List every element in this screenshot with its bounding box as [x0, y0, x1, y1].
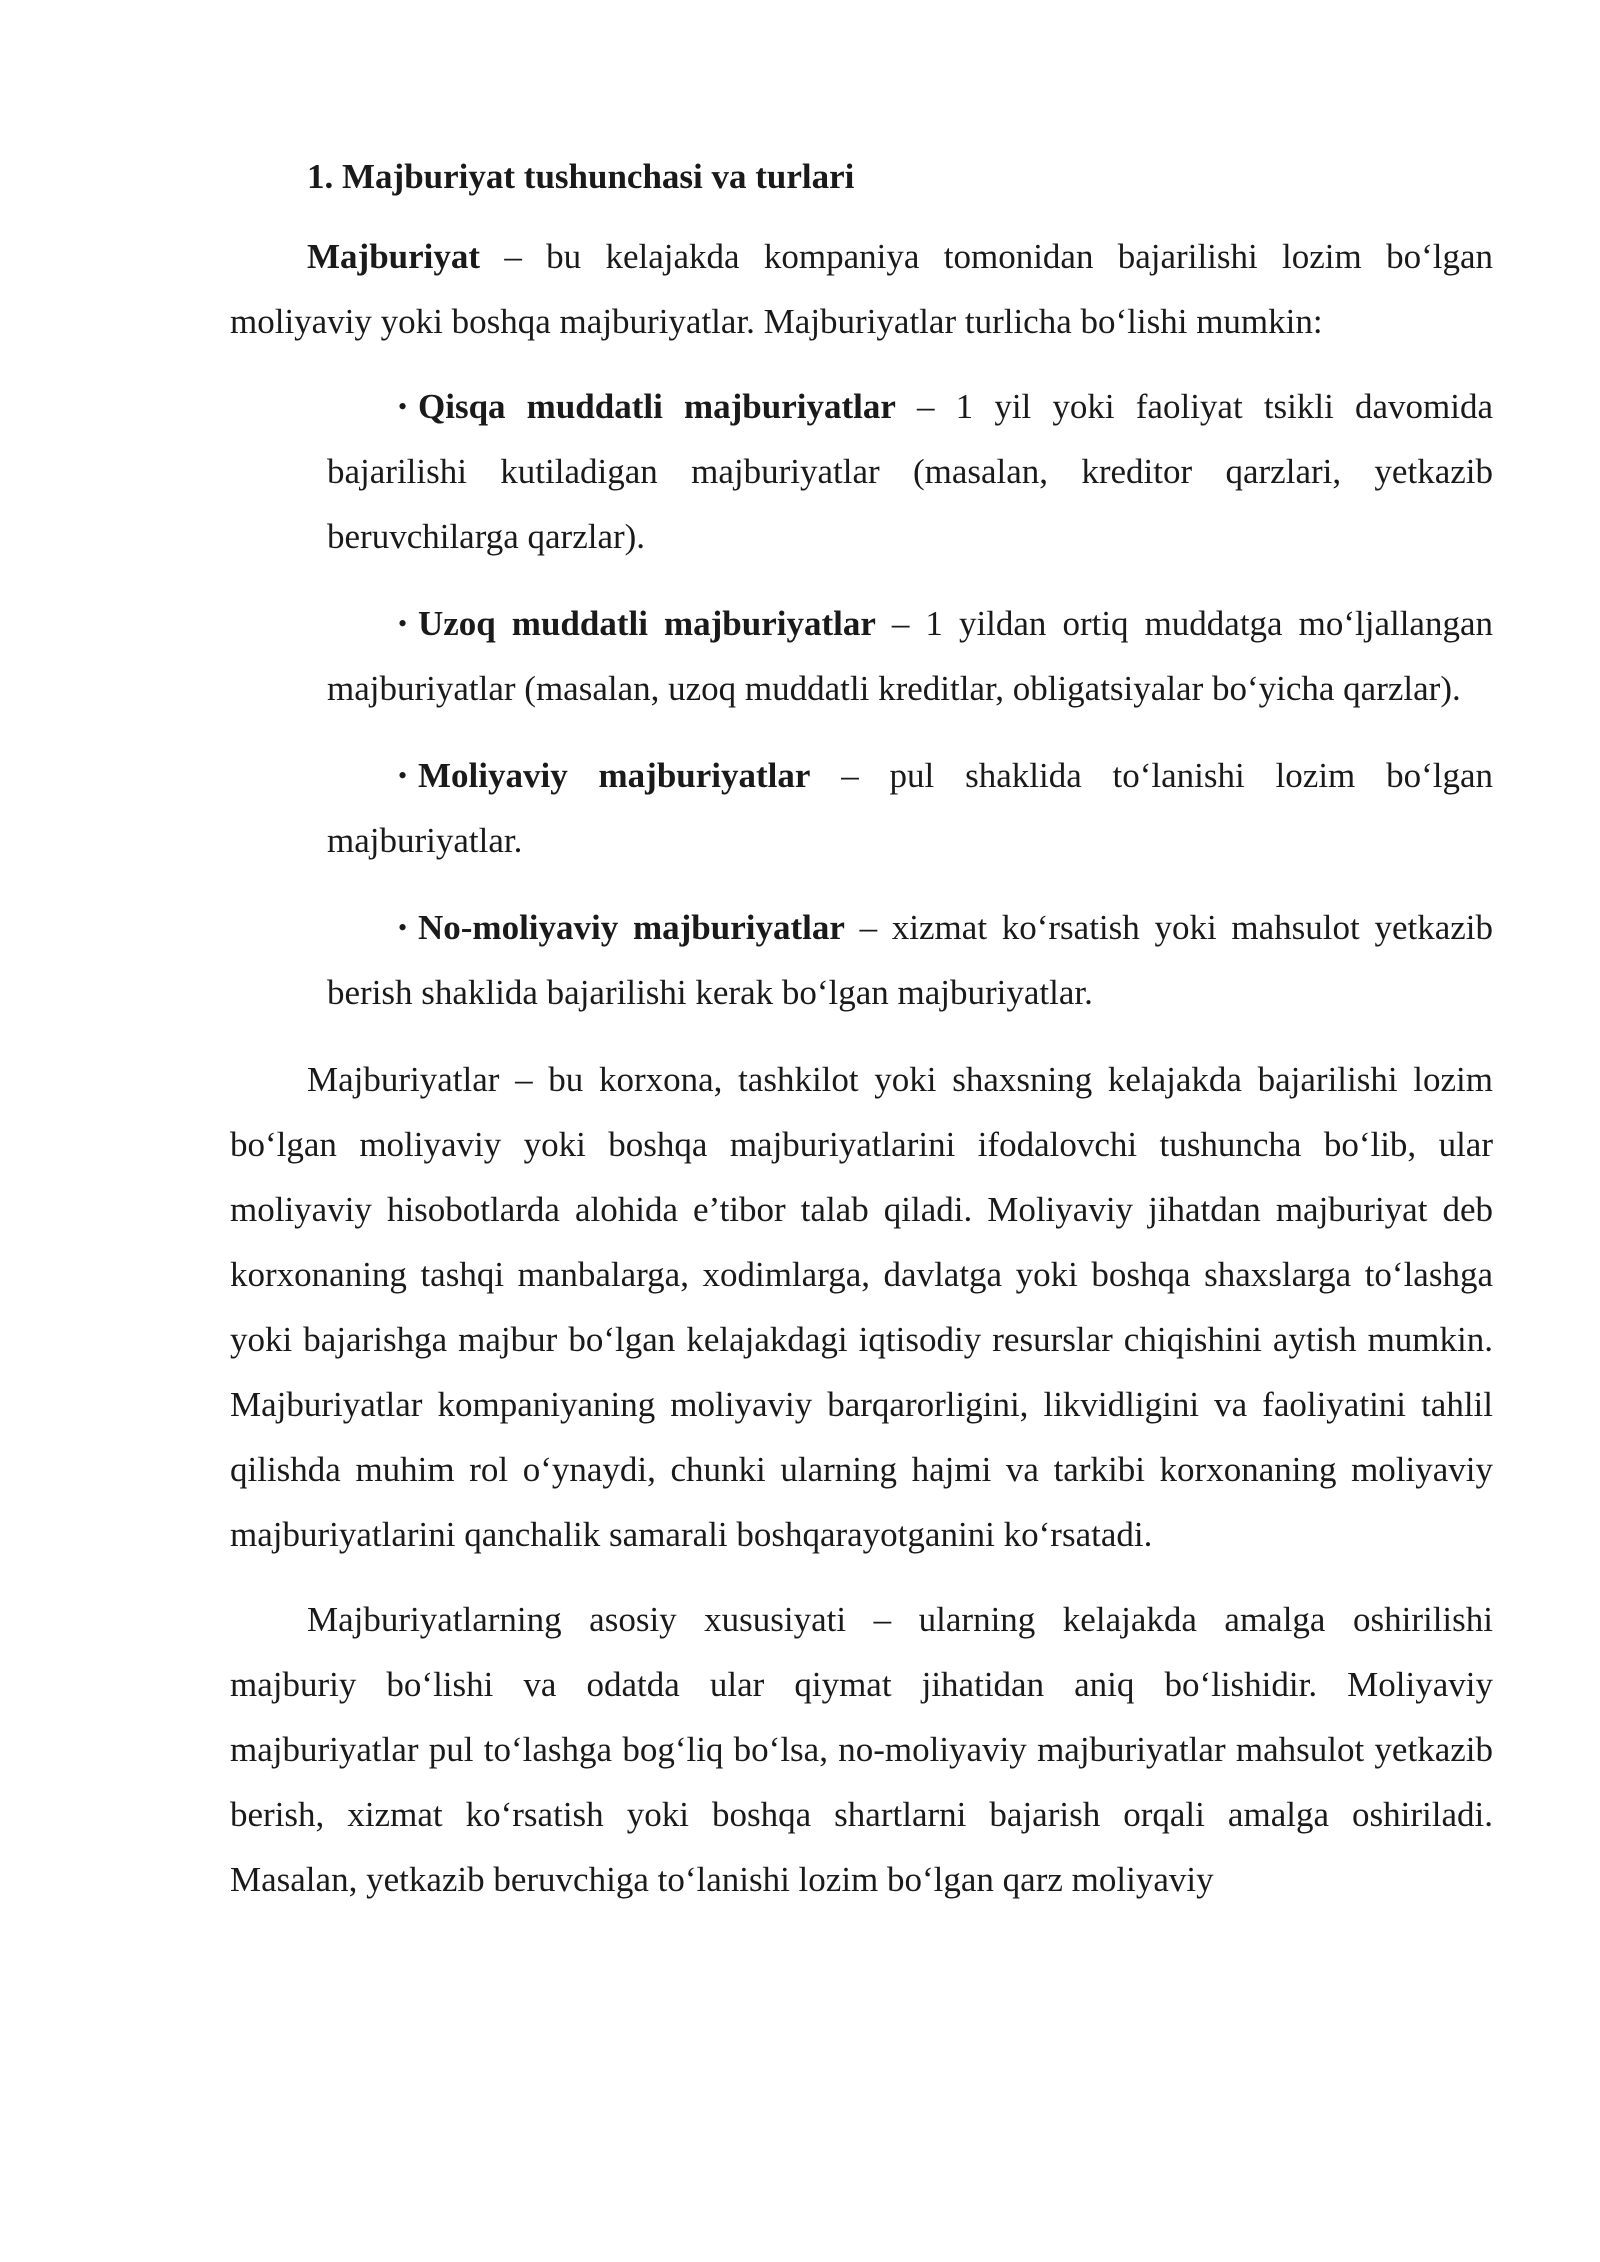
intro-paragraph	[230, 224, 1493, 354]
list-item-term: Qisqa muddatli majburiyatlar	[418, 387, 896, 426]
document-page	[230, 150, 1493, 1932]
intro-text: – bu kelajakda kompaniya tomonidan bajarilishi lozim bo‘lgan moliyaviy yoki boshqa majburiyatlar. Majburiyatlar turlicha bo‘lishi mumkin:	[230, 237, 1493, 341]
intro-term: Majburiyat	[307, 237, 481, 276]
section-heading: 1. Majburiyat tushunchasi va turlari	[307, 157, 855, 196]
list-item	[327, 591, 1493, 721]
bullet-icon: •	[398, 392, 408, 421]
list-item-text: – xizmat ko‘rsatish yoki mahsulot yetkazib berish shaklida bajarilishi kerak bo‘lgan majburiyatlar.	[327, 908, 1493, 1012]
bullet-icon: •	[398, 761, 408, 790]
body-paragraph: Majburiyatlarning asosiy xususiyati – ularning kelajakda amalga oshirilishi majburiy bo‘lishi va odatda ular qiymat jihatidan aniq bo‘lishidir. Moliyaviy majburiyatlar pul to‘lashga bog‘liq bo‘lsa, no-moliyaviy majburiyatlar mahsulot yetkazib berish, xizmat ko‘rsatish yoki boshqa shartlarni bajarish orqali amalga oshiriladi. Masalan, yetkazib beruvchiga to‘lanishi lozim bo‘lgan qarz moliyaviy	[230, 1600, 1493, 1899]
bullet-icon: •	[398, 609, 408, 638]
list-item-term: Uzoq muddatli majburiyatlar	[418, 604, 876, 643]
list-item-text: – 1 yil yoki faoliyat tsikli davomida bajarilishi kutiladigan majburiyatlar (masalan, kreditor qarzlari, yetkazib beruvchilarga qarzlar).	[327, 387, 1493, 556]
list-item	[327, 895, 1493, 1025]
list-item	[327, 374, 1493, 569]
body-paragraph: Majburiyatlar – bu korxona, tashkilot yoki shaxsning kelajakda bajarilishi lozim bo‘lgan moliyaviy yoki boshqa majburiyatlarini ifodalovchi tushuncha bo‘lib, ular moliyaviy hisobotlarda alohida e’tibor talab qiladi. Moliyaviy jihatdan majburiyat deb korxonaning tashqi manbalarga, xodimlarga, davlatga yoki boshqa shaxslarga to‘lashga yoki bajarishga majbur bo‘lgan kelajakdagi iqtisodiy resurslar chiqishini aytish mumkin. Majburiyatlar kompaniyaning moliyaviy barqarorligini, likvidligini va faoliyatini tahlil qilishda muhim rol o‘ynaydi, chunki ularning hajmi va tarkibi korxonaning moliyaviy majburiyatlarini qanchalik samarali boshqarayotganini ko‘rsatadi.	[230, 1060, 1493, 1554]
list-item-text: – pul shaklida to‘lanishi lozim bo‘lgan majburiyatlar.	[327, 756, 1493, 860]
liability-types-list	[230, 374, 1493, 1025]
list-item	[327, 743, 1493, 873]
bullet-icon: •	[398, 913, 408, 942]
list-item-term: No-moliyaviy majburiyatlar	[418, 908, 845, 947]
list-item-term: Moliyaviy majburiyatlar	[418, 756, 811, 795]
list-item-text: – 1 yildan ortiq muddatga mo‘ljallangan majburiyatlar (masalan, uzoq muddatli kreditlar, obligatsiyalar bo‘yicha qarzlar).	[327, 604, 1493, 708]
